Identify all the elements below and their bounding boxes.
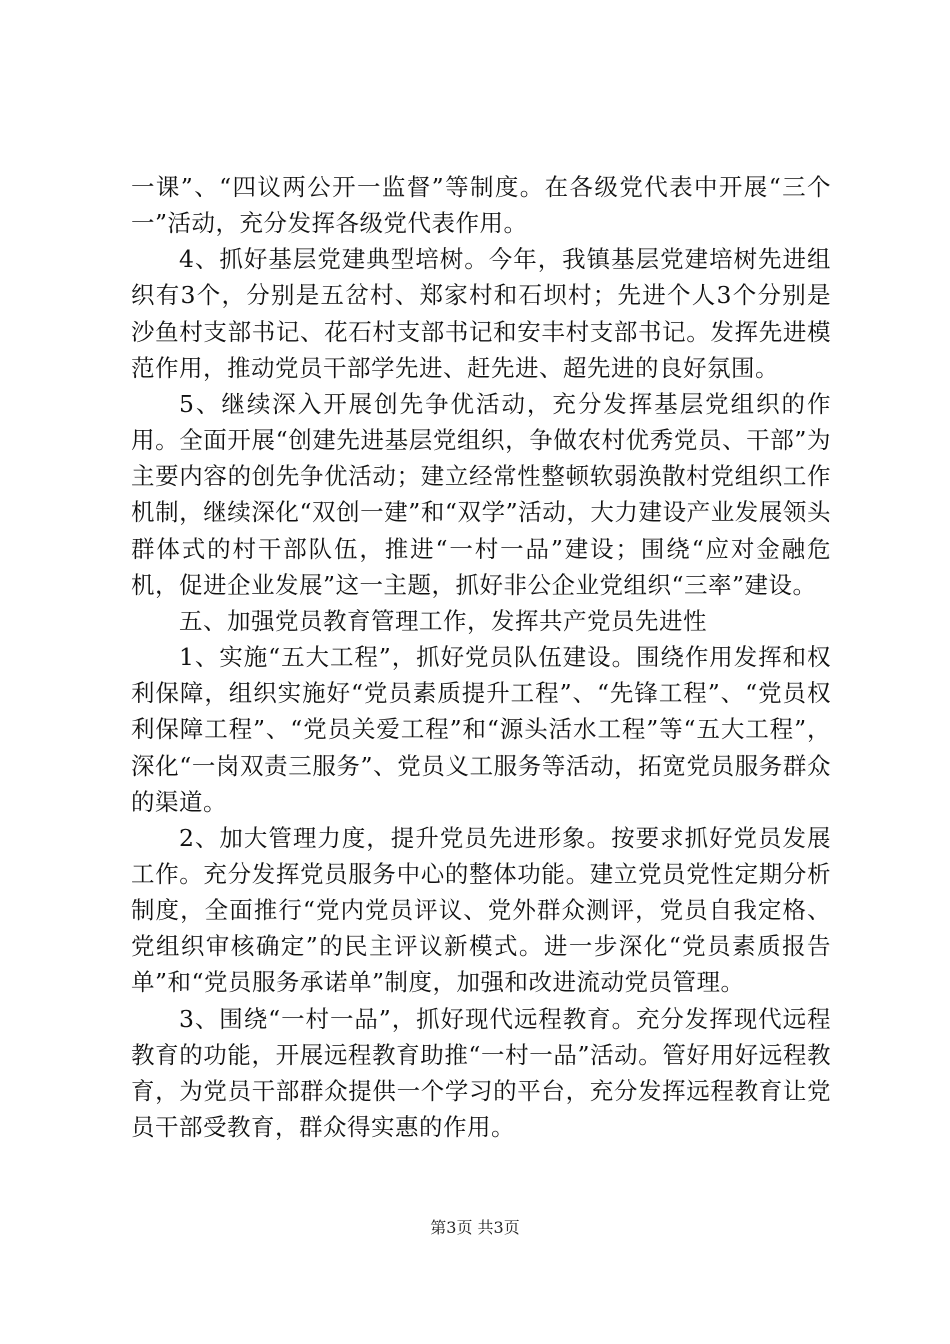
paragraph-5: 2、加大管理力度，提升党员先进形象。按要求抓好党员发展工作。充分发挥党员服务中心的整体功能。建立党员党性定期分析制度，全面推行“党内党员评议、党外群众测评，党员自我定格、党组织审核确定”的民主评议新模式。进一步深化“党员素质报告单”和“党员服务承诺单”制度，加强和改进流动党员管理。 (131, 823, 831, 997)
section-heading: 五、加强党员教育管理工作，发挥共产党员先进性 (179, 606, 707, 635)
page-number: 第3页 共3页 (430, 1218, 520, 1237)
paragraph-6: 3、围绕“一村一品”，抓好现代远程教育。充分发挥现代远程教育的功能，开展远程教育助推“一村一品”活动。管好用好远程教育，为党员干部群众提供一个学习的平台，充分发挥远程教育让党员干部受教育，群众得实惠的作用。 (131, 1004, 831, 1142)
paragraph-1: 一课”、“四议两公开一监督”等制度。在各级党代表中开展“三个一”活动，充分发挥各级党代表作用。 (131, 173, 831, 238)
paragraph-2: 4、抓好基层党建典型培树。今年，我镇基层党建培树先进组织有3个，分别是五岔村、郑家村和石坝村；先进个人3个分别是沙鱼村支部书记、花石村支部书记和安丰村支部书记。发挥先进模范作用，推动党员干部学先进、赶先进、超先进的良好氛围。 (131, 245, 831, 382)
paragraph-3: 5、继续深入开展创先争优活动，充分发挥基层党组织的作用。全面开展“创建先进基层党组织，争做农村优秀党员、干部”为主要内容的创先争优活动；建立经常性整顿软弱涣散村党组织工作机制，继续深化“双创一建”和“双学”活动，大力建设产业发展领头群体式的村干部队伍，推进“一村一品”建设；围绕“应对金融危机，促进企业发展”这一主题，抓好非公企业党组织“三率”建设。 (131, 389, 831, 599)
paragraph-4: 1、实施“五大工程”，抓好党员队伍建设。围绕作用发挥和权利保障，组织实施好“党员素质提升工程”、“先锋工程”、“党员权利保障工程”、“党员关爱工程”和“源头活水工程”等“五大工程”，深化“一岗双责三服务”、党员义工服务等活动，拓宽党员服务群众的渠道。 (131, 643, 831, 816)
document-body (131, 169, 831, 1145)
page-footer (0, 1218, 950, 1238)
